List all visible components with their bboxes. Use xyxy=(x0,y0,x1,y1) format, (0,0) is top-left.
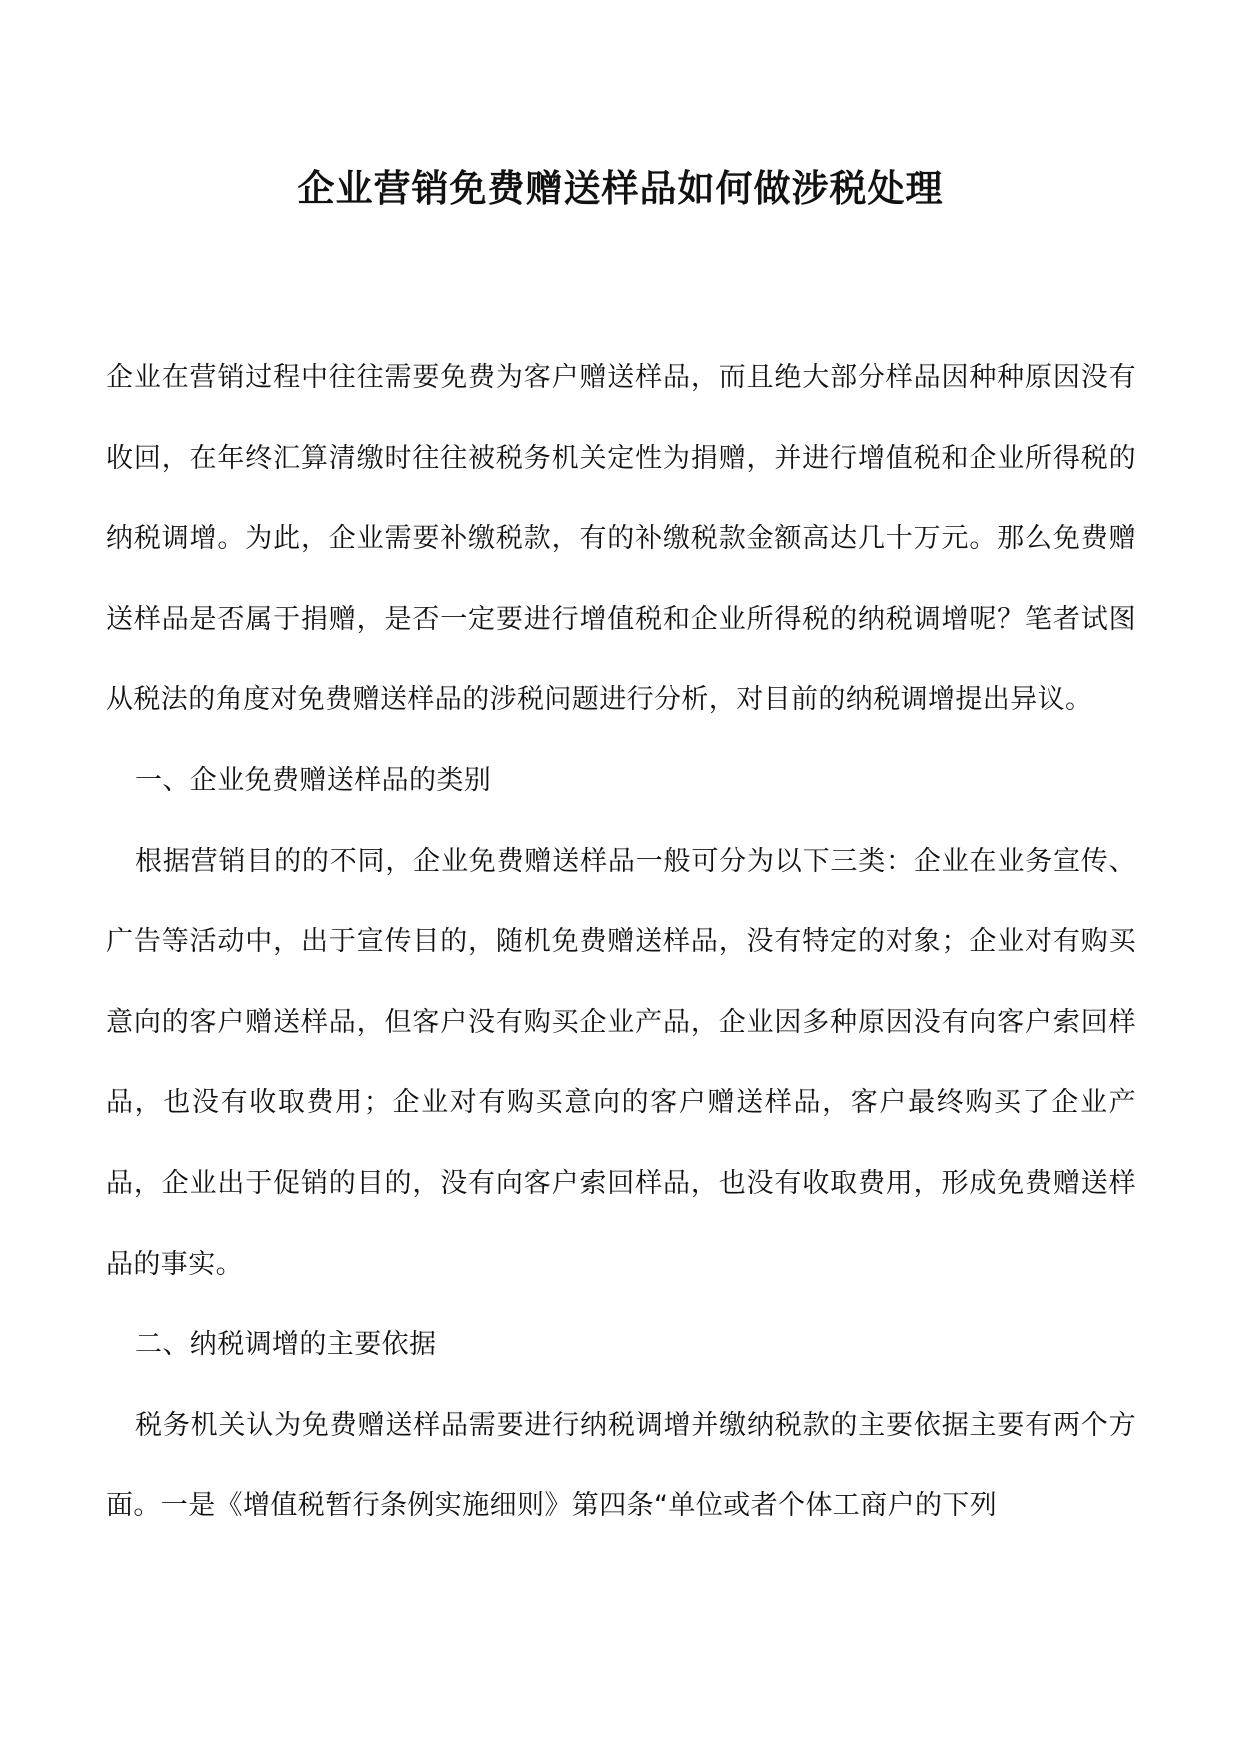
intro-paragraph: 企业在营销过程中往往需要免费为客户赠送样品，而且绝大部分样品因种种原因没有收回，在年终汇算清缴时往往被税务机关定性为捐赠，并进行增值税和企业所得税的纳税调增。为此，企业需要补缴税款，有的补缴税款金额高达几十万元。那么免费赠送样品是否属于捐赠，是否一定要进行增值税和企业所得税的纳税调增呢？笔者试图从税法的角度对免费赠送样品的涉税问题进行分析，对目前的纳税调增提出异议。 xyxy=(106,362,1136,716)
section-1-paragraph: 根据营销目的的不同，企业免费赠送样品一般可分为以下三类：企业在业务宣传、广告等活动中，出于宣传目的，随机免费赠送样品，没有特定的对象；企业对有购买意向的客户赠送样品，但客户没有购买企业产品，企业因多种原因没有向客户索回样品，也没有收取费用；企业对有购买意向的客户赠送样品，客户最终购买了企业产品，企业出于促销的目的，没有向客户索回样品，也没有收取费用，形成免费赠送样品的事实。 xyxy=(106,845,1136,1280)
section-heading-2: 二、纳税调增的主要依据 xyxy=(135,1329,437,1361)
document-body xyxy=(106,338,1136,1547)
section-heading-1: 一、企业免费赠送样品的类别 xyxy=(135,764,492,796)
document-title: 企业营销免费赠送样品如何做涉税处理 xyxy=(297,166,944,210)
section-2-paragraph: 税务机关认为免费赠送样品需要进行纳税调增并缴纳税款的主要依据主要有两个方面。一是《增值税暂行条例实施细则》第四条“单位或者个体工商户的下列 xyxy=(106,1409,1136,1522)
